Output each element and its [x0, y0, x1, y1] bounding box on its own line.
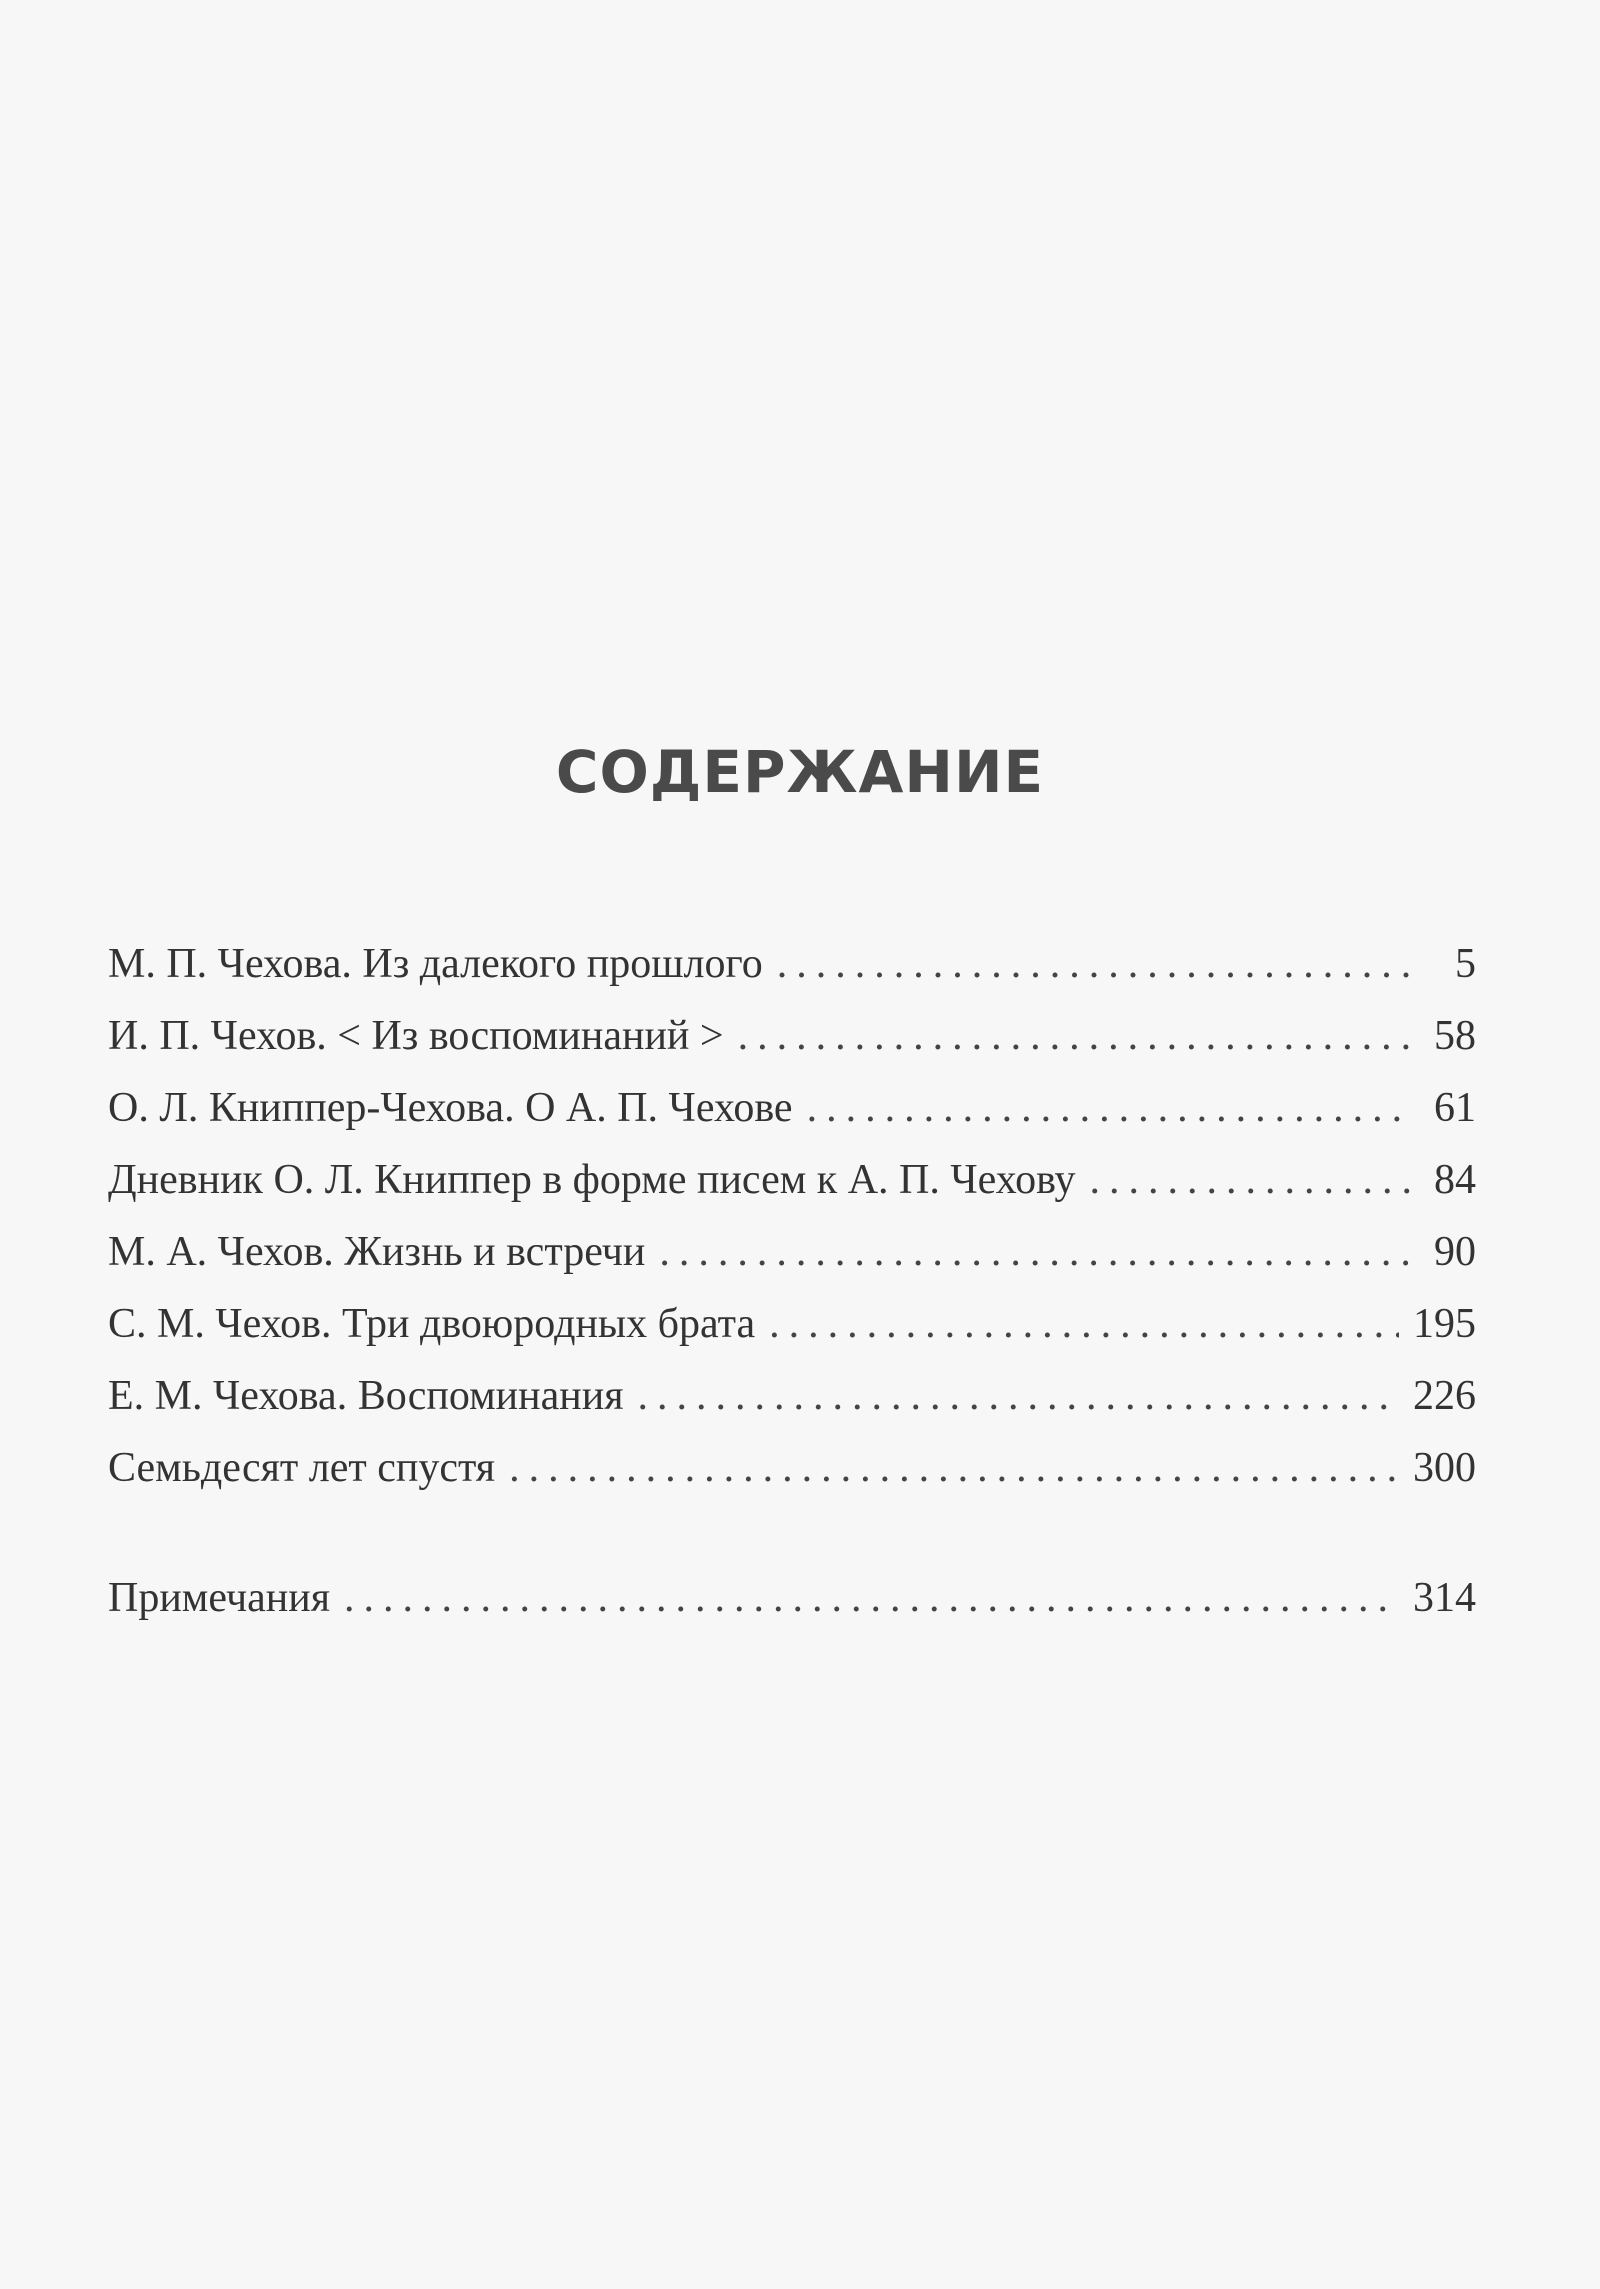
toc-entry-page: 195 — [1413, 1301, 1476, 1347]
toc-entry-title: Е. М. Чехова. Воспоминания — [108, 1373, 624, 1419]
toc-entry-page: 61 — [1434, 1085, 1476, 1131]
toc-entry-title: С. М. Чехов. Три двоюродных брата — [108, 1301, 756, 1347]
toc-entry-title: М. А. Чехов. Жизнь и встречи — [108, 1229, 646, 1275]
toc-entry-title: М. П. Чехова. Из далекого прошлого — [108, 941, 763, 987]
toc-entry — [108, 1216, 1476, 1288]
dot-leader — [738, 1000, 1412, 1072]
toc-entry — [108, 1562, 1476, 1634]
toc-entry — [108, 1360, 1476, 1432]
toc-entry-title: Семьдесят лет спустя — [108, 1445, 496, 1491]
page-title: СОДЕРЖАНИЕ — [555, 738, 1045, 806]
toc-entry-page: 300 — [1413, 1445, 1476, 1491]
toc-entry — [108, 1000, 1476, 1072]
toc-entry-title: Примечания — [108, 1575, 331, 1621]
toc-entry-page: 58 — [1434, 1013, 1476, 1059]
dot-leader — [509, 1432, 1399, 1504]
toc-entry-title: И. П. Чехов. < Из воспоминаний > — [108, 1013, 724, 1059]
toc-entry — [108, 1072, 1476, 1144]
dot-leader — [638, 1360, 1399, 1432]
table-of-contents — [108, 928, 1476, 1634]
dot-leader — [659, 1216, 1412, 1288]
dot-leader — [777, 928, 1412, 1000]
toc-entry-title: Дневник О. Л. Книппер в форме писем к А. П. Чехову — [108, 1157, 1076, 1203]
dot-leader — [1090, 1144, 1412, 1216]
toc-entry-page: 90 — [1434, 1229, 1476, 1275]
toc-entry — [108, 1432, 1476, 1504]
toc-entry — [108, 1144, 1476, 1216]
toc-entry-title: О. Л. Книппер-Чехова. О А. П. Чехове — [108, 1085, 793, 1131]
dot-leader — [769, 1288, 1399, 1360]
dot-leader — [344, 1562, 1399, 1634]
toc-entry-page: 84 — [1434, 1157, 1476, 1203]
toc-entry — [108, 1288, 1476, 1360]
toc-entry — [108, 928, 1476, 1000]
dot-leader — [807, 1072, 1412, 1144]
toc-entry-page: 314 — [1413, 1575, 1476, 1621]
toc-entry-page: 5 — [1455, 941, 1476, 987]
toc-entry-page: 226 — [1413, 1373, 1476, 1419]
